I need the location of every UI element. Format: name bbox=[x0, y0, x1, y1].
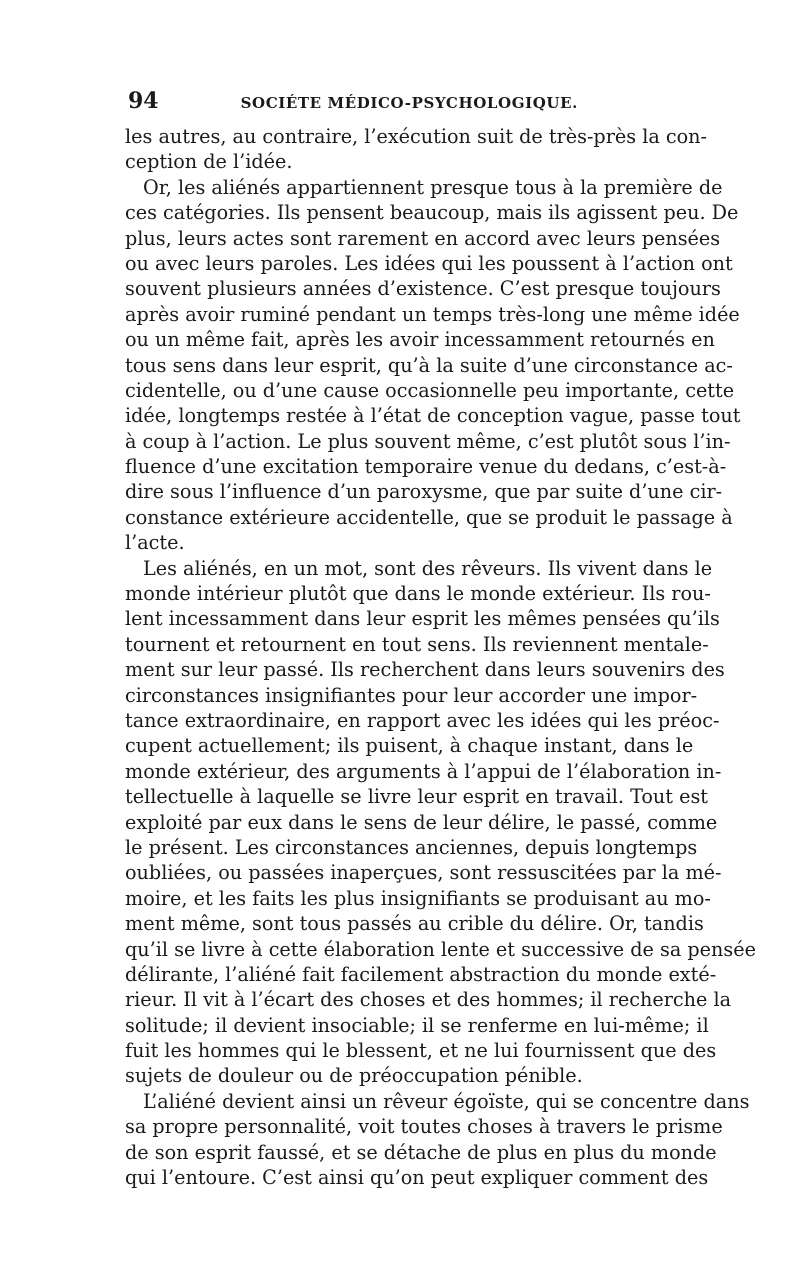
text-line: monde intérieur plutôt que dans le monde extérieur. Ils rou- bbox=[125, 582, 711, 606]
text-line: tous sens dans leur esprit, qu’à la suite d’une circonstance ac- bbox=[125, 353, 733, 377]
text-line: à coup à l’action. Le plus souvent même, c’est plutôt sous l’in- bbox=[125, 429, 731, 453]
text-line: Or, les aliénés appartiennent presque tous à la première de bbox=[143, 175, 723, 199]
text-line: qu’il se livre à cette élaboration lente et successive de sa pensée bbox=[125, 937, 756, 961]
text-line: ment sur leur passé. Ils recherchent dans leurs souvenirs des bbox=[125, 658, 725, 682]
text-line: cidentelle, ou d’une cause occasionnelle peu importante, cette bbox=[125, 378, 735, 402]
text-line: solitude; il devient insociable; il se renferme en lui-même; il bbox=[125, 1013, 709, 1037]
text-line: tournent et retournent en tout sens. Ils reviennent mentale- bbox=[125, 632, 709, 656]
text-line: oubliées, ou passées inaperçues, sont ressuscitées par la mé- bbox=[125, 861, 722, 885]
text-line: L’aliéné devient ainsi un rêveur égoïste, qui se concentre dans bbox=[143, 1089, 750, 1113]
text-line: ception de l’idée. bbox=[125, 150, 293, 174]
text-line: cupent actuellement; ils puisent, à chaque instant, dans le bbox=[125, 734, 694, 758]
text-line: rieur. Il vit à l’écart des choses et des hommes; il recherche la bbox=[125, 988, 732, 1012]
text-line: idée, longtemps restée à l’état de conception vague, passe tout bbox=[125, 404, 741, 428]
text-line: lent incessamment dans leur esprit les mêmes pensées qu’ils bbox=[125, 607, 720, 631]
text-line: l’acte. bbox=[125, 531, 185, 555]
text-line: délirante, l’aliéné fait facilement abstraction du monde exté- bbox=[125, 962, 717, 986]
text-line: tellectuelle à laquelle se livre leur esprit en travail. Tout est bbox=[125, 785, 709, 809]
text-line: le présent. Les circonstances anciennes, depuis longtemps bbox=[125, 835, 698, 859]
text-line: plus, leurs actes sont rarement en accord avec leurs pensées bbox=[125, 226, 721, 250]
body-text bbox=[125, 124, 756, 1190]
text-line: Les aliénés, en un mot, sont des rêveurs. Ils vivent dans le bbox=[143, 556, 713, 580]
text-line: fluence d’une excitation temporaire venue du dedans, c’est-à- bbox=[125, 455, 727, 479]
text-line: après avoir ruminé pendant un temps très-long une même idée bbox=[125, 302, 740, 326]
page-header bbox=[128, 88, 680, 116]
text-line: ou un même fait, après les avoir incessamment retournés en bbox=[125, 328, 715, 352]
text-line: de son esprit faussé, et se détache de plus en plus du monde bbox=[125, 1140, 717, 1164]
text-line: ment même, sont tous passés au crible du délire. Or, tandis bbox=[125, 912, 704, 936]
running-head: SOCIÉTE MÉDICO-PSYCHOLOGIQUE. bbox=[240, 94, 578, 112]
text-line: souvent plusieurs années d’existence. C’est presque toujours bbox=[125, 277, 721, 301]
page-number: 94 bbox=[128, 88, 159, 114]
text-line: circonstances insignifiantes pour leur accorder une impor- bbox=[125, 683, 698, 707]
text-line: sa propre personnalité, voit toutes choses à travers le prisme bbox=[125, 1115, 723, 1139]
text-line: ces catégories. Ils pensent beaucoup, mais ils agissent peu. De bbox=[125, 201, 739, 225]
text-line: tance extraordinaire, en rapport avec les idées qui les préoc- bbox=[125, 708, 720, 732]
text-line: moire, et les faits les plus insignifiants se produisant au mo- bbox=[125, 886, 711, 910]
text-line: sujets de douleur ou de préoccupation pénible. bbox=[125, 1064, 583, 1088]
text-line: ou avec leurs paroles. Les idées qui les poussent à l’action ont bbox=[125, 251, 733, 275]
text-line: exploité par eux dans le sens de leur délire, le passé, comme bbox=[125, 810, 718, 834]
text-line: constance extérieure accidentelle, que se produit le passage à bbox=[125, 505, 733, 529]
text-line: fuit les hommes qui le blessent, et ne lui fournissent que des bbox=[125, 1039, 717, 1063]
text-line: monde extérieur, des arguments à l’appui de l’élaboration in- bbox=[125, 759, 722, 783]
text-line: qui l’entoure. C’est ainsi qu’on peut expliquer comment des bbox=[125, 1166, 709, 1190]
text-line: dire sous l’influence d’un paroxysme, que par suite d’une cir- bbox=[125, 480, 723, 504]
text-line: les autres, au contraire, l’exécution suit de très-près la con- bbox=[125, 125, 708, 148]
